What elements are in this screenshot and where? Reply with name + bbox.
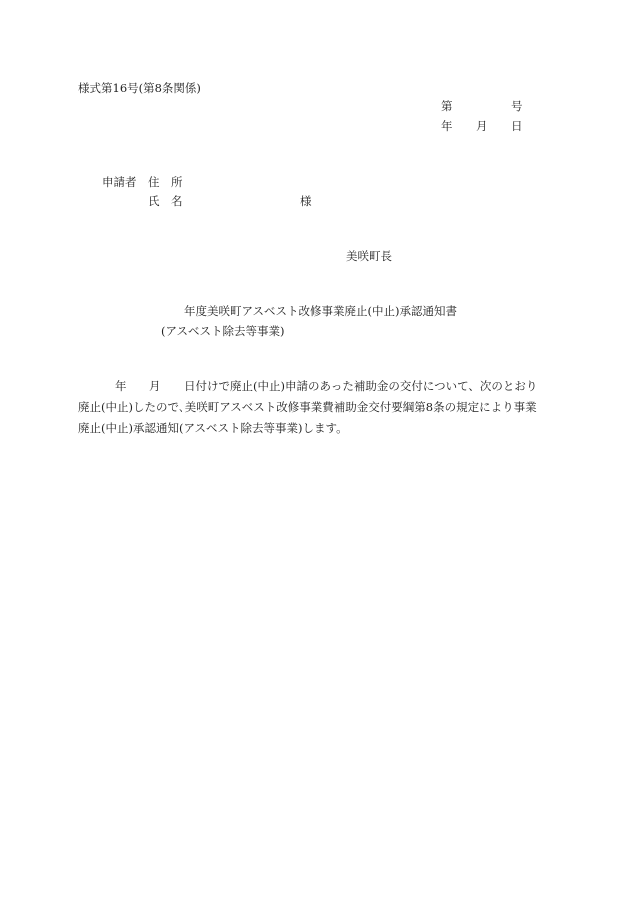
document-subtitle: (アスベスト除去等事業) <box>161 324 285 338</box>
form-label: 様式第16号(第8条関係) <box>78 81 201 95</box>
address-label: 住 所 <box>148 175 183 189</box>
applicant-label: 申請者 <box>102 175 137 189</box>
honorific: 様 <box>300 194 312 208</box>
number-suffix: 号 <box>511 99 523 113</box>
body-line2: 廃止(中止)したので､美咲町アスベスト改修事業費補助金交付要綱第8条の規定により事業 <box>78 400 537 414</box>
document-title: 年度美咲町アスベスト改修事業廃止(中止)承認通知書 <box>184 304 458 318</box>
date-day: 日 <box>511 119 523 133</box>
date-month: 月 <box>476 119 488 133</box>
body-line3: 廃止(中止)承認通知(アスベスト除去等事業)します。 <box>78 421 348 435</box>
number-prefix: 第 <box>441 99 453 113</box>
body-year: 年 <box>115 379 127 393</box>
name-label: 氏 名 <box>148 194 183 208</box>
body-line1: 日付けで廃止(中止)申請のあった補助金の交付について、次のとおり <box>184 379 538 393</box>
issuer: 美咲町長 <box>346 249 392 263</box>
body-month: 月 <box>149 379 161 393</box>
date-year: 年 <box>441 119 453 133</box>
